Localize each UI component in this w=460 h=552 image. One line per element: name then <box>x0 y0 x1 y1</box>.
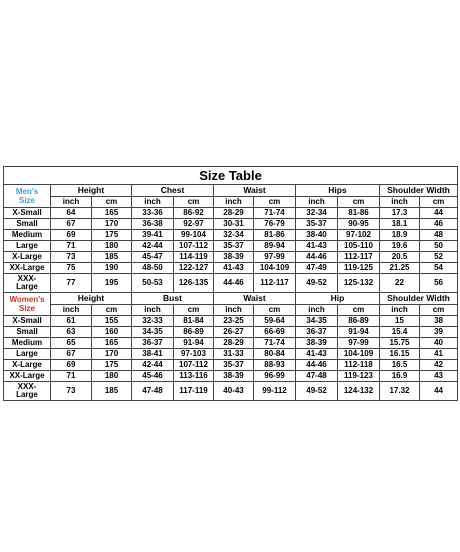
table-cell: 32-34 <box>296 208 338 219</box>
table-cell: 76-79 <box>254 219 296 230</box>
table-row <box>4 316 458 327</box>
women-group-header-row <box>4 293 458 305</box>
table-cell: 195 <box>92 274 132 293</box>
table-cell: 92-97 <box>174 219 214 230</box>
table-cell: 34-35 <box>132 327 174 338</box>
table-cell: 15.75 <box>380 338 420 349</box>
table-cell: 124-132 <box>338 382 380 401</box>
table-row <box>4 274 458 293</box>
table-cell: 107-112 <box>174 241 214 252</box>
table-cell: 32-34 <box>214 230 254 241</box>
men-unit-cm: cm <box>338 197 380 208</box>
women-size-name: Large <box>4 349 51 360</box>
table-cell: 40 <box>420 338 458 349</box>
table-cell: 175 <box>92 230 132 241</box>
men-size-name-part: Large <box>16 282 38 291</box>
table-cell: 41-43 <box>296 349 338 360</box>
table-cell: 96-99 <box>254 371 296 382</box>
table-cell: 77 <box>51 274 92 293</box>
table-cell: 80-84 <box>254 349 296 360</box>
men-group-header-row <box>4 185 458 197</box>
table-cell: 67 <box>51 349 92 360</box>
table-cell: 71 <box>51 241 92 252</box>
table-cell: 15.4 <box>380 327 420 338</box>
table-cell: 50-53 <box>132 274 174 293</box>
table-cell: 71-74 <box>254 208 296 219</box>
table-cell: 38-39 <box>214 252 254 263</box>
women-size-name: X-Small <box>4 316 51 327</box>
table-cell: 97-103 <box>174 349 214 360</box>
table-cell: 49-52 <box>296 274 338 293</box>
men-unit-inch: inch <box>296 197 338 208</box>
women-size-name: Medium <box>4 338 51 349</box>
size-table <box>3 166 458 401</box>
men-unit-cm: cm <box>92 197 132 208</box>
women-unit-inch: inch <box>380 305 420 316</box>
women-group-header: Shoulder Width <box>380 293 458 305</box>
table-cell: 105-110 <box>338 241 380 252</box>
table-cell: 75 <box>51 263 92 274</box>
table-cell: 73 <box>51 252 92 263</box>
table-cell: 17.32 <box>380 382 420 401</box>
table-cell: 170 <box>92 349 132 360</box>
table-cell: 65 <box>51 338 92 349</box>
table-cell: 61 <box>51 316 92 327</box>
table-cell: 34-35 <box>296 316 338 327</box>
table-cell: 41-43 <box>296 241 338 252</box>
table-cell: 99-104 <box>174 230 214 241</box>
size-table-body <box>4 167 458 401</box>
men-group-header: Chest <box>132 185 214 197</box>
women-unit-inch: inch <box>296 305 338 316</box>
women-unit-inch: inch <box>51 305 92 316</box>
table-row <box>4 219 458 230</box>
men-unit-inch: inch <box>214 197 254 208</box>
size-table-sheet <box>3 166 457 401</box>
women-size-name: XX-Large <box>4 371 51 382</box>
table-cell: 28-29 <box>214 208 254 219</box>
women-size-name <box>4 382 51 401</box>
table-cell: 185 <box>92 252 132 263</box>
women-group-header: Waist <box>214 293 296 305</box>
table-cell: 18.1 <box>380 219 420 230</box>
women-unit-cm: cm <box>254 305 296 316</box>
table-cell: 50 <box>420 241 458 252</box>
table-cell: 180 <box>92 371 132 382</box>
table-cell: 45-46 <box>132 371 174 382</box>
table-cell: 38-41 <box>132 349 174 360</box>
men-unit-inch: inch <box>132 197 174 208</box>
table-row <box>4 382 458 401</box>
table-cell: 104-109 <box>338 349 380 360</box>
table-cell: 38 <box>420 316 458 327</box>
women-size-name: Small <box>4 327 51 338</box>
table-cell: 36-38 <box>132 219 174 230</box>
men-unit-cm: cm <box>420 197 458 208</box>
women-unit-row <box>4 305 458 316</box>
table-cell: 28-29 <box>214 338 254 349</box>
table-row <box>4 263 458 274</box>
table-cell: 41 <box>420 349 458 360</box>
table-cell: 43 <box>420 371 458 382</box>
table-cell: 122-127 <box>174 263 214 274</box>
women-unit-inch: inch <box>214 305 254 316</box>
table-cell: 99-112 <box>254 382 296 401</box>
women-size-name-part: Large <box>16 390 38 399</box>
table-cell: 89-94 <box>254 241 296 252</box>
women-unit-cm: cm <box>338 305 380 316</box>
table-row <box>4 360 458 371</box>
table-cell: 112-117 <box>338 252 380 263</box>
table-cell: 90-95 <box>338 219 380 230</box>
table-cell: 16.9 <box>380 371 420 382</box>
men-size-label <box>4 185 51 208</box>
men-size-name: X-Large <box>4 252 51 263</box>
table-cell: 48 <box>420 230 458 241</box>
table-title: Size Table <box>4 167 458 185</box>
table-cell: 47-48 <box>132 382 174 401</box>
table-cell: 35-37 <box>296 219 338 230</box>
men-unit-cm: cm <box>254 197 296 208</box>
women-label-line1: Women's <box>9 295 45 304</box>
table-cell: 32-33 <box>132 316 174 327</box>
women-size-name-part: XXX- <box>17 382 37 391</box>
table-cell: 17.3 <box>380 208 420 219</box>
men-group-header: Shoulder Width <box>380 185 458 197</box>
table-cell: 104-109 <box>254 263 296 274</box>
table-cell: 86-89 <box>174 327 214 338</box>
table-cell: 39 <box>420 327 458 338</box>
women-group-header: Bust <box>132 293 214 305</box>
table-cell: 71 <box>51 371 92 382</box>
women-unit-cm: cm <box>174 305 214 316</box>
table-cell: 52 <box>420 252 458 263</box>
table-cell: 16.5 <box>380 360 420 371</box>
table-cell: 91-94 <box>338 327 380 338</box>
table-cell: 119-123 <box>338 371 380 382</box>
table-cell: 190 <box>92 263 132 274</box>
table-cell: 126-135 <box>174 274 214 293</box>
table-cell: 88-93 <box>254 360 296 371</box>
men-label-line2: Size <box>18 196 35 205</box>
table-cell: 38-39 <box>214 371 254 382</box>
table-cell: 86-89 <box>338 316 380 327</box>
table-cell: 67 <box>51 219 92 230</box>
table-row <box>4 230 458 241</box>
table-cell: 64 <box>51 208 92 219</box>
table-cell: 114-119 <box>174 252 214 263</box>
table-cell: 81-86 <box>338 208 380 219</box>
table-cell: 47-49 <box>296 263 338 274</box>
women-size-label <box>4 293 51 316</box>
table-cell: 97-102 <box>338 230 380 241</box>
table-cell: 69 <box>51 230 92 241</box>
men-size-name: Medium <box>4 230 51 241</box>
table-cell: 35-37 <box>214 241 254 252</box>
table-cell: 54 <box>420 263 458 274</box>
table-cell: 15 <box>380 316 420 327</box>
men-group-header: Hips <box>296 185 380 197</box>
men-unit-inch: inch <box>380 197 420 208</box>
table-cell: 38-39 <box>296 338 338 349</box>
men-group-header: Height <box>51 185 132 197</box>
table-row <box>4 252 458 263</box>
table-cell: 113-116 <box>174 371 214 382</box>
table-cell: 26-27 <box>214 327 254 338</box>
table-cell: 59-64 <box>254 316 296 327</box>
table-cell: 42-44 <box>132 360 174 371</box>
men-size-name-part: XXX- <box>17 274 37 283</box>
table-row <box>4 208 458 219</box>
table-cell: 71-74 <box>254 338 296 349</box>
women-group-header: Height <box>51 293 132 305</box>
table-row <box>4 349 458 360</box>
men-unit-inch: inch <box>51 197 92 208</box>
table-cell: 22 <box>380 274 420 293</box>
table-cell: 42-44 <box>132 241 174 252</box>
women-unit-cm: cm <box>420 305 458 316</box>
table-cell: 97-99 <box>338 338 380 349</box>
women-label-line2: Size <box>18 304 35 313</box>
table-cell: 35-37 <box>214 360 254 371</box>
table-cell: 180 <box>92 241 132 252</box>
table-cell: 23-25 <box>214 316 254 327</box>
men-label-line1: Men's <box>15 187 39 196</box>
table-cell: 119-125 <box>338 263 380 274</box>
table-cell: 44 <box>420 208 458 219</box>
table-row <box>4 327 458 338</box>
table-cell: 112-117 <box>254 274 296 293</box>
table-cell: 44-46 <box>214 274 254 293</box>
table-cell: 36-37 <box>296 327 338 338</box>
table-cell: 66-69 <box>254 327 296 338</box>
table-cell: 21.25 <box>380 263 420 274</box>
women-group-header: Hip <box>296 293 380 305</box>
table-cell: 46 <box>420 219 458 230</box>
table-cell: 47-48 <box>296 371 338 382</box>
table-cell: 30-31 <box>214 219 254 230</box>
table-cell: 63 <box>51 327 92 338</box>
women-unit-inch: inch <box>132 305 174 316</box>
table-cell: 41-43 <box>214 263 254 274</box>
table-cell: 125-132 <box>338 274 380 293</box>
table-cell: 91-94 <box>174 338 214 349</box>
table-cell: 20.5 <box>380 252 420 263</box>
table-cell: 33-36 <box>132 208 174 219</box>
table-cell: 16.15 <box>380 349 420 360</box>
table-cell: 48-50 <box>132 263 174 274</box>
men-unit-cm: cm <box>174 197 214 208</box>
table-cell: 155 <box>92 316 132 327</box>
table-cell: 49-52 <box>296 382 338 401</box>
table-cell: 44 <box>420 382 458 401</box>
men-size-name: XX-Large <box>4 263 51 274</box>
table-cell: 160 <box>92 327 132 338</box>
men-size-name: X-Small <box>4 208 51 219</box>
table-cell: 31-33 <box>214 349 254 360</box>
men-size-name: Small <box>4 219 51 230</box>
table-cell: 19.6 <box>380 241 420 252</box>
women-size-name: X-Large <box>4 360 51 371</box>
table-row <box>4 338 458 349</box>
women-unit-cm: cm <box>92 305 132 316</box>
table-cell: 42 <box>420 360 458 371</box>
table-row <box>4 241 458 252</box>
table-cell: 73 <box>51 382 92 401</box>
men-unit-row <box>4 197 458 208</box>
table-cell: 81-86 <box>254 230 296 241</box>
table-cell: 38-40 <box>296 230 338 241</box>
table-cell: 18.9 <box>380 230 420 241</box>
table-cell: 36-37 <box>132 338 174 349</box>
title-row <box>4 167 458 185</box>
table-cell: 39-41 <box>132 230 174 241</box>
men-group-header: Waist <box>214 185 296 197</box>
men-size-name: Large <box>4 241 51 252</box>
table-cell: 40-43 <box>214 382 254 401</box>
table-cell: 170 <box>92 219 132 230</box>
table-cell: 81-84 <box>174 316 214 327</box>
men-size-name <box>4 274 51 293</box>
table-cell: 69 <box>51 360 92 371</box>
table-cell: 44-46 <box>296 360 338 371</box>
table-cell: 165 <box>92 208 132 219</box>
table-cell: 56 <box>420 274 458 293</box>
table-cell: 165 <box>92 338 132 349</box>
table-cell: 107-112 <box>174 360 214 371</box>
table-cell: 185 <box>92 382 132 401</box>
table-cell: 117-119 <box>174 382 214 401</box>
table-row <box>4 371 458 382</box>
table-cell: 97-99 <box>254 252 296 263</box>
table-cell: 86-92 <box>174 208 214 219</box>
table-cell: 45-47 <box>132 252 174 263</box>
table-cell: 112-118 <box>338 360 380 371</box>
table-cell: 44-46 <box>296 252 338 263</box>
table-cell: 175 <box>92 360 132 371</box>
